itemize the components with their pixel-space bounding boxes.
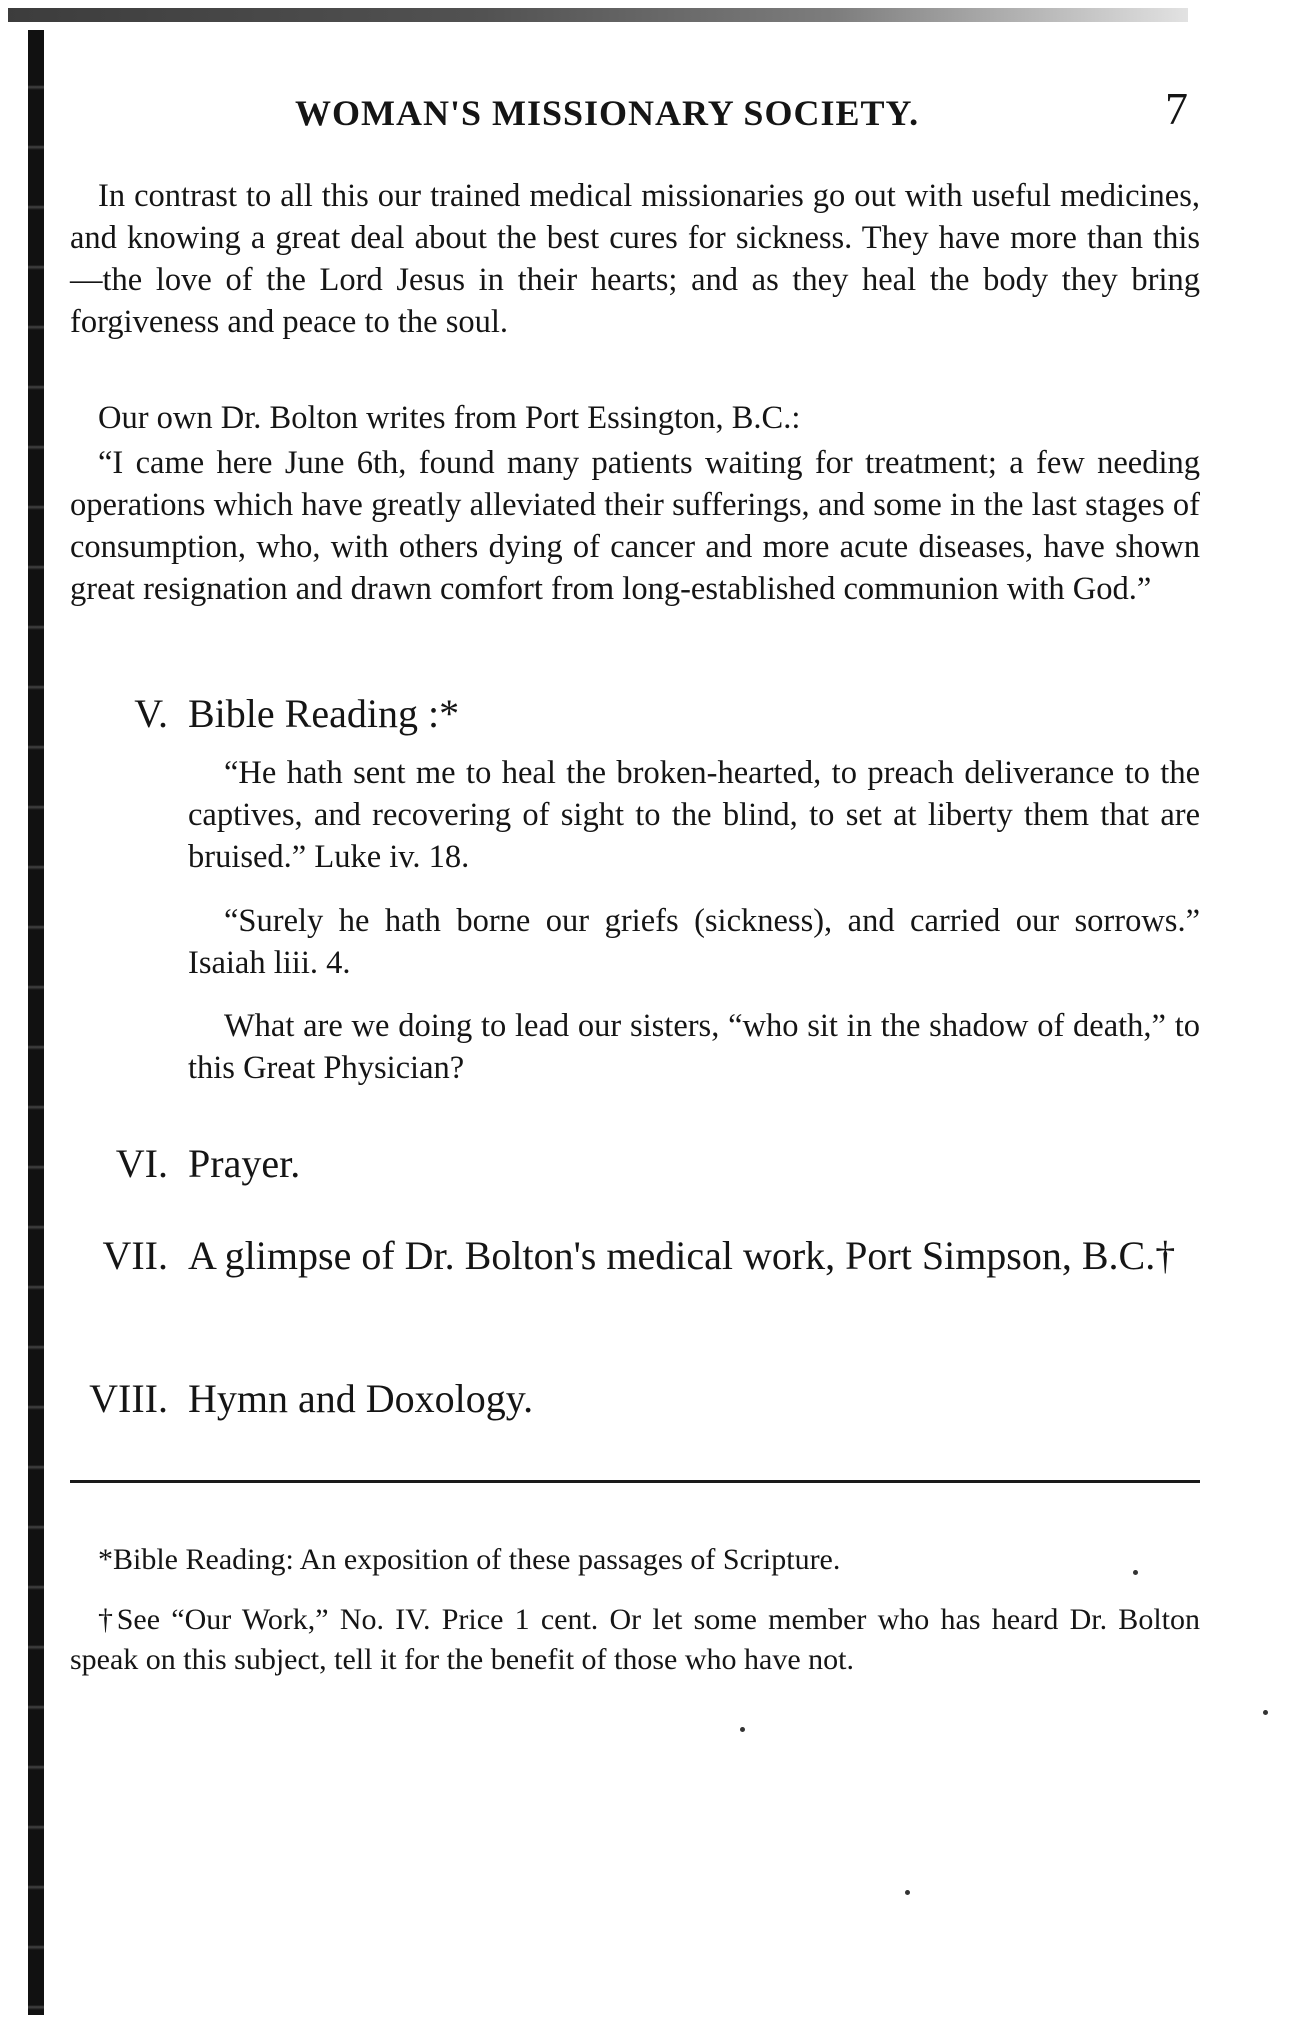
item-number-v: V. bbox=[134, 691, 168, 736]
top-border-rule bbox=[8, 8, 1188, 22]
scan-speck bbox=[1263, 1710, 1268, 1715]
scripture-isaiah: “Surely he hath borne our griefs (sickness), and carried our sorrows.” Isaiah liii. 4. bbox=[188, 903, 1200, 981]
scan-speck bbox=[1133, 1570, 1138, 1575]
left-binding-edge bbox=[28, 30, 44, 2015]
paragraph-bolton-intro: Our own Dr. Bolton writes from Port Essington, B.C.: bbox=[98, 400, 801, 436]
page-number: 7 bbox=[1165, 83, 1188, 134]
running-header: WOMAN'S MISSIONARY SOCIETY. bbox=[295, 93, 920, 133]
item-number-vi: VI. bbox=[115, 1141, 168, 1186]
footnote-divider bbox=[70, 1480, 1200, 1483]
item-title-bible-reading: Bible Reading :* bbox=[188, 691, 460, 736]
footnote-our-work: †See “Our Work,” No. IV. Price 1 cent. Or let some member who has heard Dr. Bolton speak on this subject, tell it for the benefit of those who have not. bbox=[70, 1603, 1200, 1676]
item-number-vii: VII. bbox=[102, 1233, 168, 1278]
scan-speck bbox=[740, 1727, 745, 1732]
scripture-luke: “He hath sent me to heal the broken-hearted, to preach deliverance to the captives, and recovering of sight to the blind, to set at liberty them that are bruised.” Luke iv. 18. bbox=[188, 755, 1200, 875]
item-title-glimpse: A glimpse of Dr. Bolton's medical work, Port Simpson, B.C.† bbox=[188, 1233, 1176, 1278]
item-title-prayer: Prayer. bbox=[188, 1141, 301, 1186]
item-title-hymn: Hymn and Doxology. bbox=[188, 1376, 534, 1421]
paragraph-bolton-quote: “I came here June 6th, found many patients waiting for treatment; a few needing operations which have greatly alleviated their sufferings, and some in the last stages of consumption, who, with others dying of cancer and more acute diseases, have shown great resignation and drawn comfort from long-established communion with God.” bbox=[70, 445, 1200, 607]
item-number-viii: VIII. bbox=[89, 1376, 168, 1421]
footnote-bible-reading: *Bible Reading: An exposition of these passages of Scripture. bbox=[98, 1543, 841, 1576]
scan-speck bbox=[905, 1890, 910, 1895]
paragraph-contrast: In contrast to all this our trained medical missionaries go out with useful medicines, and knowing a great deal about the best cures for sickness. They have more than this—the love of the Lord Jesus in their hearts; and as they heal the body they bring forgiveness and peace to the soul. bbox=[70, 178, 1200, 340]
scripture-question: What are we doing to lead our sisters, “who sit in the shadow of death,” to this Great Physician? bbox=[188, 1008, 1200, 1086]
